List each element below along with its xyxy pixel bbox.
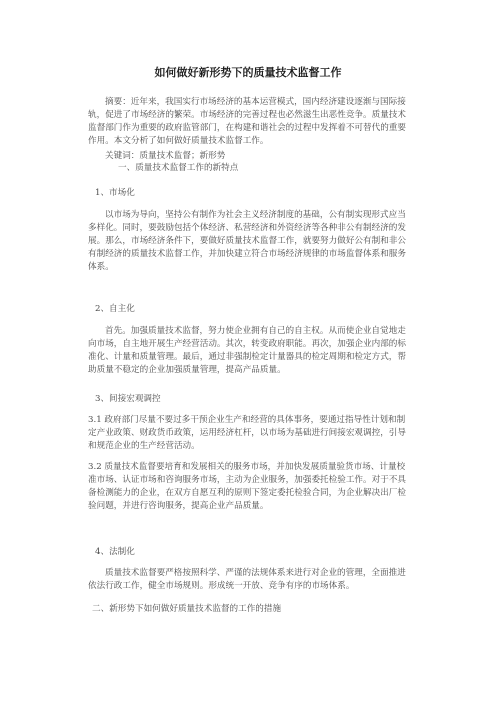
paragraph-market: 以市场为导向，坚持公有制作为社会主义经济制度的基础，公有制实现形式应当多样化。同时，要鼓励包括个体经济、私营经济和外资经济等各种非公有制经济的发展。那么，市场经济条件下，要做好质量技术监督工作，就要努力做好公有制和非公有制经济的质量技术监督工作，并加快建立符合市场经济规律的市场监督体系和服务体系。: [88, 210, 406, 272]
subheading-4-legal: 4、法制化: [95, 547, 135, 557]
paragraph-3-2: 3.2 质量技术监督要培育和发展相关的服务市场，并加快发展质量验货市场、计量校准市场、认证市场和咨询服务市场，主动为企业服务，加强委托检验工作。对于不具备检测能力的企业，在双方自愿互利的原则下签定委托检验合同，为企业解决出厂检验问题，并进行咨询服务，提高企业产品质量。: [88, 462, 406, 511]
paragraph-autonomy: 首先。加强质量技术监督，努力使企业拥有自己的自主权。从而使企业自觉地走向市场，自主地开展生产经营活动。其次，转变政府职能。再次，加强企业内部的标准化、计量和质量管理。最后，通过非强制检定计量器具的检定周期和检定方式，帮助质量不稳定的企业加强质量管理，提高产品质量。: [88, 326, 406, 375]
keywords-line: 关键词：质量技术监督；新形势: [105, 151, 226, 161]
paragraph-3-1: 3.1 政府部门尽量不要过多干预企业生产和经营的具体事务，要通过指导性计划和制定产业政策、财政货币政策，运用经济杠杆，以市场为基础进行间接宏观调控，引导和规范企业的生产经营活动。: [88, 415, 406, 451]
section-2-heading: 二、新形势下如何做好质量技术监督的工作的措施: [92, 604, 282, 614]
subheading-2-autonomy: 2、自主化: [95, 304, 135, 314]
subheading-3-macro-control: 3、间接宏观调控: [95, 394, 161, 404]
subheading-1-market: 1、市场化: [95, 188, 135, 198]
document-title: 如何做好新形势下的质量技术监督工作: [154, 66, 342, 79]
abstract-paragraph: 摘要：近年来，我国实行市场经济的基本运营模式，国内经济建设逐渐与国际接轨，促进了市场经济的繁荣。市场经济的完善过程也必然滋生出恶性竞争。质量技术监督部门作为重要的政府监管部门，在构建和谐社会的过程中发挥着不可替代的重要作用。本文分析了如何做好质量技术监督工作。: [88, 97, 406, 146]
paragraph-legal: 质量技术监督要严格按照科学、严谨的法规体系来进行对企业的管理，全面推进依法行政工作，健全市场规则。形成统一开放、竞争有序的市场体系。: [88, 568, 406, 591]
section-1-heading: 一、质量技术监督工作的新特点: [118, 163, 239, 173]
